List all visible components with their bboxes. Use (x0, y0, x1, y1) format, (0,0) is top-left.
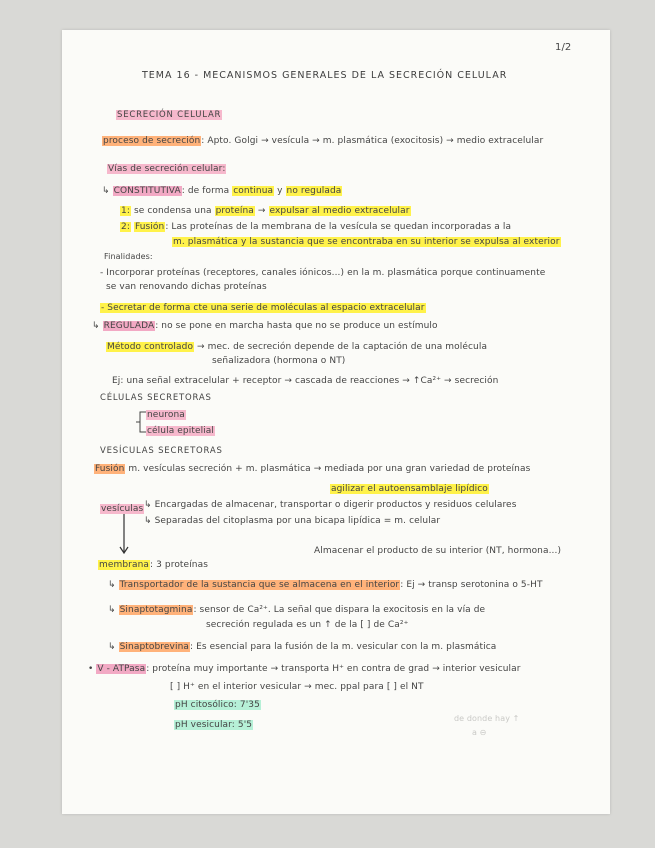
vatpase-line: • V - ATPasa: proteína muy importante → transporta H⁺ en contra de grad → interior vesicular (88, 664, 521, 674)
protein2-label: Sinaptotagmina (119, 605, 193, 615)
protein3-label: Sinaptobrevina (119, 642, 189, 652)
celulas-item2-text: célula epitelial (147, 426, 214, 436)
fusion-text: m. vesículas secreción + m. plasmática → mediada por una gran variedad de proteínas (128, 464, 531, 474)
constitutiva-step2-line2 (172, 237, 561, 247)
vesiculas-item1: ↳ Encargadas de almacenar, transportar o digerir productos y residuos celulares (144, 500, 517, 510)
bracket-icon (136, 408, 148, 438)
method-text: → mec. de secreción depende de la captación de una molécula (197, 342, 488, 352)
vias-heading (107, 164, 226, 174)
vias-heading-text: Vías de secreción celular: (108, 164, 226, 174)
finalidades-item1: - Incorporar proteínas (receptores, canales iónicos...) en la m. plasmática porque continuamente (100, 268, 546, 278)
finalidades-item2-text: - Secretar de forma cte una serie de moléculas al espacio extracelular (101, 303, 425, 313)
method-label: Método controlado (107, 342, 194, 352)
step2-text: : Las proteínas de la membrana de la vesícula se quedan incorporadas a la (165, 222, 512, 232)
step1-hl1: proteína (215, 206, 254, 216)
constitutiva-text-a: : de forma (181, 186, 230, 196)
vesiculas-label (100, 504, 144, 514)
constitutiva-hl-b: no regulada (286, 186, 342, 196)
regulada-example: Ej: una señal extracelular + receptor → cascada de reacciones → ↑Ca²⁺ → secreción (112, 376, 499, 386)
step1-arrow: → (257, 206, 266, 216)
process-label: proceso de secreción (103, 136, 201, 146)
process-line (102, 136, 543, 146)
protein1-line: ↳ Transportador de la sustancia que se almacena en el interior: Ej → transp serotonina o 5-HT (108, 580, 543, 590)
regulada-line: ↳ REGULADA: no se pone en marcha hasta que no se produce un estímulo (92, 321, 438, 331)
vesiculas-fusion-line2 (330, 484, 489, 494)
vatpase-text: : proteína muy importante → transporta H⁺ en contra de grad → interior vesicular (146, 664, 521, 674)
membrana-label: membrana (99, 560, 150, 570)
protein2-text: : sensor de Ca²⁺. La señal que dispara la exocitosis en la vía de (193, 605, 486, 615)
celulas-item1 (146, 410, 186, 420)
constitutiva-hl-a: continua (233, 186, 274, 196)
ph-vesicular (174, 720, 253, 730)
section-heading-secretion (116, 110, 222, 120)
step1-number: 1: (121, 206, 130, 216)
protein2-line: ↳ Sinaptotagmina: sensor de Ca²⁺. La señal que dispara la exocitosis en la vía de (108, 605, 486, 615)
membrana-line (98, 560, 208, 570)
vesiculas-label-text: vesículas (101, 504, 144, 514)
ph-vesicular-text: pH vesicular: 5'5 (175, 720, 253, 730)
vatpase-line2: [ ] H⁺ en el interior vesicular → mec. ppal para [ ] el NT (170, 682, 424, 692)
ph-cytosolic (174, 700, 261, 710)
constitutiva-step1 (120, 206, 411, 216)
fusion-line2-text: agilizar el autoensamblaje lipídico (331, 484, 488, 494)
step1-text: se condensa una (133, 206, 212, 216)
vesiculas-heading: VESÍCULAS SECRETORAS (100, 446, 223, 456)
note-line1: de donde hay ↑ (454, 714, 520, 723)
finalidades-item1-line2: se van renovando dichas proteínas (106, 282, 267, 292)
finalidades-heading: Finalidades: (104, 252, 153, 261)
section-secretion-label: SECRECIÓN CELULAR (117, 110, 222, 120)
celulas-heading: CÉLULAS SECRETORAS (100, 393, 212, 403)
constitutiva-line: ↳ CONSTITUTIVA: de forma continua y no regulada (102, 186, 342, 196)
step1-hl2: expulsar al medio extracelular (269, 206, 410, 216)
step2-line2-text: m. plasmática y la sustancia que se encontraba en su interior se expulsa al exterior (173, 237, 560, 247)
notebook-page (62, 30, 610, 814)
regulada-label: REGULADA (103, 321, 155, 331)
constitutiva-label: CONSTITUTIVA (113, 186, 181, 196)
step2-number: 2: (121, 222, 130, 232)
ph-cytosolic-text: pH citosólico: 7'35 (175, 700, 260, 710)
celulas-item1-text: neurona (147, 410, 185, 420)
vatpase-label: V - ATPasa (97, 664, 146, 674)
regulada-method (106, 342, 487, 352)
vesiculas-fusion (94, 464, 530, 474)
regulada-method-line2: señalizadora (hormona o NT) (212, 356, 346, 366)
regulada-text: : no se pone en marcha hasta que no se produce un estímulo (155, 321, 438, 331)
process-text: : Apto. Golgi → vesícula → m. plasmática (exocitosis) → medio extracelular (201, 136, 544, 146)
page-title: TEMA 16 - MECANISMOS GENERALES DE LA SECRECIÓN CELULAR (142, 70, 508, 81)
protein1-label: Transportador de la sustancia que se almacena en el interior (119, 580, 400, 590)
note-line2: a ⊖ (472, 728, 487, 737)
step2-label: Fusión (134, 222, 165, 232)
store-line: Almacenar el producto de su interior (NT, hormona...) (314, 546, 562, 556)
finalidades-item2 (100, 303, 426, 313)
membrana-text: : 3 proteínas (150, 560, 209, 570)
fusion-label: Fusión (95, 464, 125, 474)
vesiculas-item2: ↳ Separadas del citoplasma por una bicapa lipídica = m. celular (144, 516, 441, 526)
constitutiva-step2 (120, 222, 511, 232)
protein3-line: ↳ Sinaptobrevina: Es esencial para la fusión de la m. vesicular con la m. plasmática (108, 642, 497, 652)
protein1-text: : Ej → transp serotonina o 5-HT (400, 580, 543, 590)
constitutiva-text-b: y (277, 186, 283, 196)
down-arrow-icon (118, 514, 130, 556)
celulas-item2 (146, 426, 215, 436)
page-number: 1/2 (555, 42, 572, 53)
protein3-text: : Es esencial para la fusión de la m. vesicular con la m. plasmática (190, 642, 497, 652)
protein2-line2: secreción regulada es un ↑ de la [ ] de Ca²⁺ (206, 620, 409, 630)
